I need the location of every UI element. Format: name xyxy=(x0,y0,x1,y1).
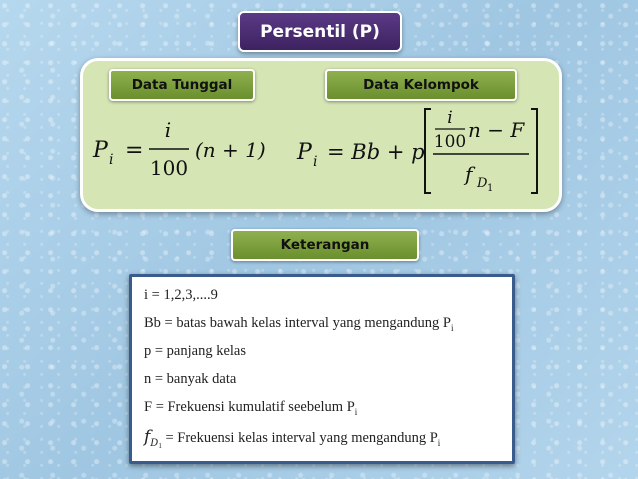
notes-box xyxy=(129,274,515,464)
inner-num: i xyxy=(447,108,453,128)
formula-single-lhs: P xyxy=(93,138,108,163)
formula-single-den: 100 xyxy=(149,156,189,180)
formula-group-lhs: P xyxy=(297,140,312,165)
keterangan-label: Keterangan xyxy=(231,229,419,261)
note-line: n = banyak data xyxy=(144,371,237,387)
right-bracket xyxy=(531,109,537,193)
outer-den-sub: D xyxy=(477,176,488,191)
note-line: p = panjang kelas xyxy=(144,343,246,359)
inner-den: 100 xyxy=(433,132,467,152)
formula-single-lhs-sub: i xyxy=(109,152,114,168)
formula-group-eq: = Bb + p xyxy=(327,140,425,164)
outer-den: f xyxy=(465,162,473,186)
formula-group-lhs-sub: i xyxy=(313,154,318,170)
data-kelompok-label: Data Kelompok xyxy=(325,69,517,101)
formula-single-eq: = xyxy=(125,138,144,163)
note-line: $f_{D1}$ = Frekuensi kelas interval yang mengandung $P_i$ xyxy=(144,427,441,450)
formula-single xyxy=(91,109,281,189)
note-line: F = Frekuensi kumulatif seebelum $P_i$ xyxy=(144,399,358,417)
formula-single-rest: (n + 1) xyxy=(195,138,266,162)
outer-den-subsub: 1 xyxy=(487,183,494,194)
inner-rest: n − F xyxy=(468,118,525,142)
formula-panel xyxy=(80,58,562,212)
left-bracket xyxy=(425,109,431,193)
formula-group xyxy=(295,101,555,201)
note-line: i = 1,2,3,....9 xyxy=(144,287,218,303)
page-title: Persentil (P) xyxy=(238,11,402,52)
note-line: Bb = batas bawah kelas interval yang mengandung $P_i$ xyxy=(144,315,454,333)
data-tunggal-label: Data Tunggal xyxy=(109,69,255,101)
formula-single-num: i xyxy=(164,118,172,142)
